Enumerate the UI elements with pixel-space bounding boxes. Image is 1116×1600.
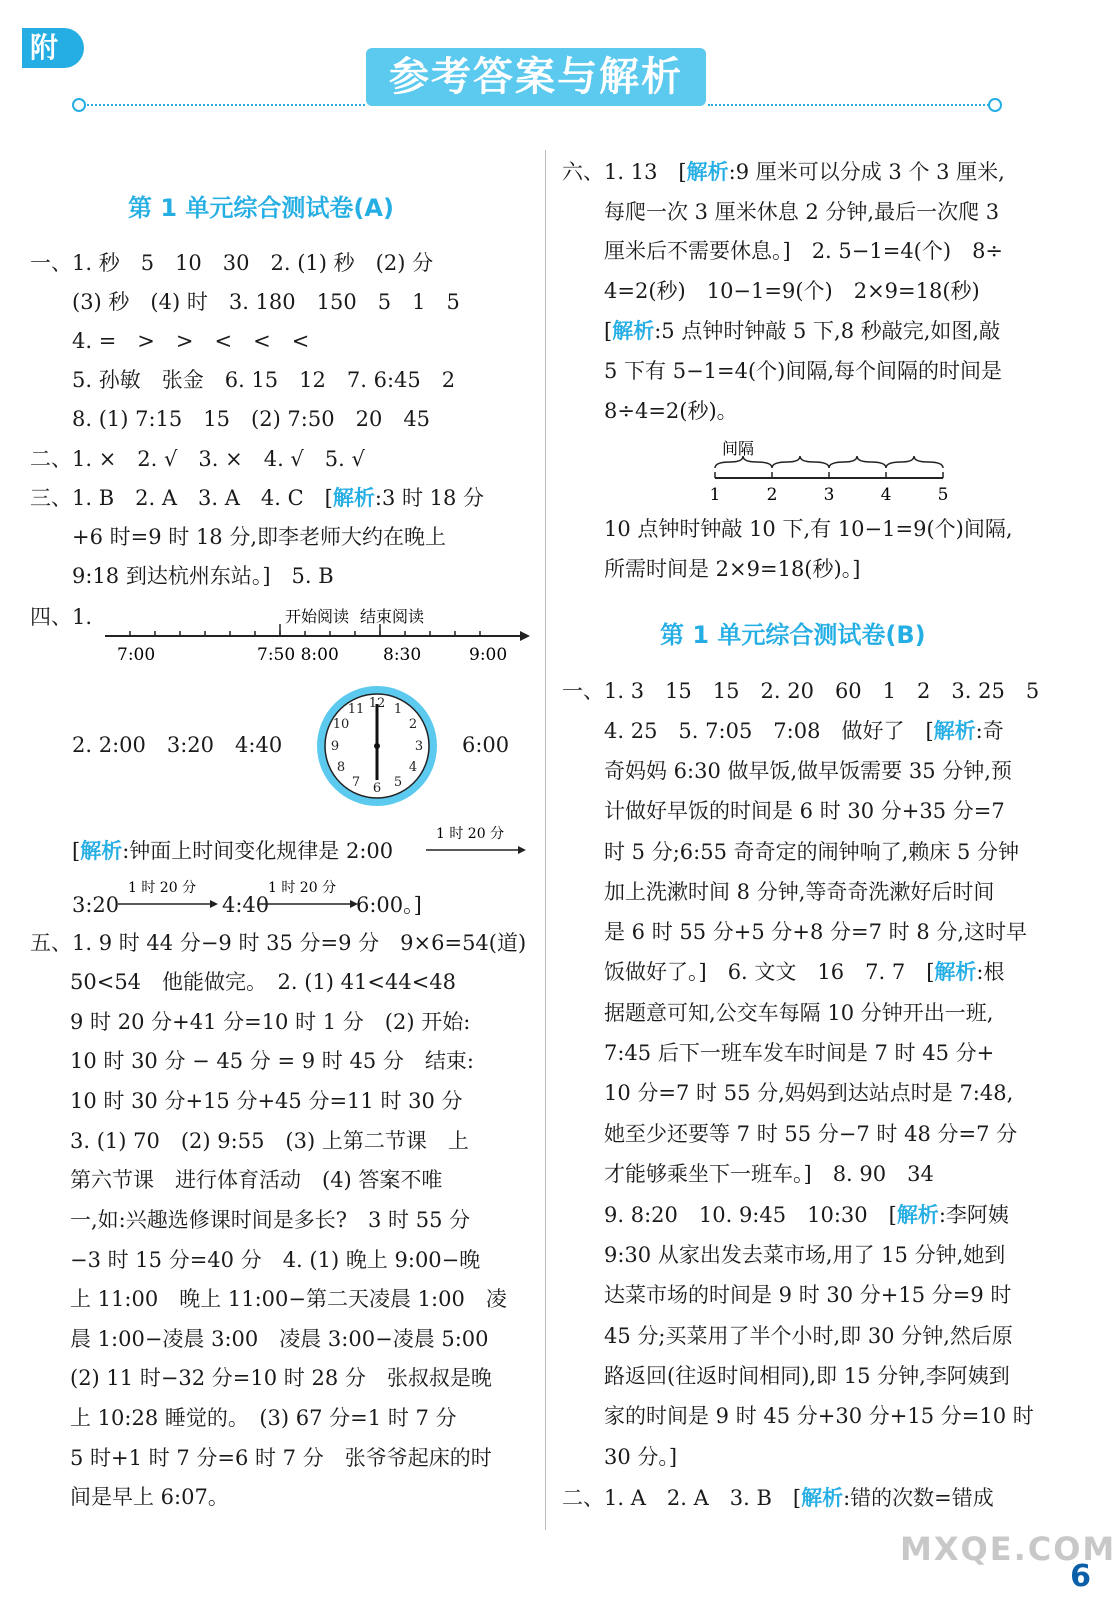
q4-2-sequence: 2. 2:00 3:20 4:40 <box>72 733 283 757</box>
analysis-value: 6:00。] <box>356 893 422 917</box>
analysis-keyword: 解析 <box>934 959 977 984</box>
analysis-keyword: 解析 <box>80 838 123 863</box>
timeline-end-label: 结束阅读 <box>360 607 425 626</box>
answer-line: 第六节课 进行体育活动 (4) 答案不唯 <box>70 1168 443 1192</box>
answer-line: 路返回(往返时间相同),即 15 分钟,李阿姨到 <box>604 1364 1010 1388</box>
analysis-keyword: 解析 <box>612 318 655 343</box>
answer-line: 5. 孙敏 张金 6. 15 12 7. 6:45 2 <box>72 368 456 392</box>
answer-line: 据题意可知,公交车每隔 10 分钟开出一班, <box>604 1001 994 1025</box>
answer-line: 9. 8:20 10. 9:45 10:30 [解析:李阿姨 <box>604 1202 1009 1227</box>
answer-line: 计做好早饭的时间是 6 时 30 分+35 分=7 <box>604 799 1005 823</box>
answer-line: 8÷4=2(秒)。 <box>604 399 738 423</box>
clock-number: 9 <box>330 739 340 754</box>
answer-line: (3) 秒 (4) 时 3. 180 150 5 1 5 <box>72 290 460 314</box>
analysis-keyword: 解析 <box>332 485 375 510</box>
answer-line: +6 时=9 时 18 分,即李老师大约在晚上 <box>72 525 447 549</box>
analysis-value: 3:20 <box>72 893 120 917</box>
page-number: 6 <box>1070 1559 1091 1594</box>
answer-line: 一,如:兴趣选修课时间是多长? 3 时 55 分 <box>70 1208 471 1232</box>
answer-line: 所需时间是 2×9=18(秒)。] <box>604 557 861 581</box>
answer-line: 家的时间是 9 时 45 分+30 分+15 分=10 时 <box>604 1404 1034 1428</box>
answer-line: 饭做好了。] 6. 文文 16 7. 7 [解析:根 <box>604 959 1005 984</box>
timeline-start-label: 开始阅读 <box>285 607 350 626</box>
q4-2-answer: 6:00 <box>462 733 510 757</box>
answer-line: 3. (1) 70 (2) 9:55 (3) 上第二节课 上 <box>70 1129 469 1153</box>
arrow-label: 1 时 20 分 <box>128 880 197 896</box>
answer-line: 一、1. 秒 5 10 30 2. (1) 秒 (2) 分 <box>30 251 434 275</box>
answer-line: 5 时+1 时 7 分=6 时 7 分 张爷爷起床的时 <box>70 1446 492 1470</box>
clock-number: 8 <box>336 760 346 775</box>
clock-number: 3 <box>414 739 424 754</box>
answer-line: 是 6 时 55 分+5 分+8 分=7 时 8 分,这时早 <box>604 920 1028 944</box>
answer-line: 7:45 后下一班车发车时间是 7 时 45 分+ <box>604 1041 995 1065</box>
answer-line: 奇妈妈 6:30 做早饭,做早饭需要 35 分钟,预 <box>604 759 1012 783</box>
answer-line: 三、1. B 2. A 3. A 4. C [解析:3 时 18 分 <box>30 485 485 510</box>
answer-line: 间是早上 6:07。 <box>70 1485 229 1509</box>
arrow-3 <box>256 876 360 916</box>
header-rule-left <box>80 104 365 106</box>
section-title-a: 第 1 单元综合测试卷(A) <box>128 194 394 222</box>
answer-line: 晨 1:00−凌晨 3:00 凌晨 3:00−凌晨 5:00 <box>70 1327 489 1351</box>
answer-line: 每爬一次 3 厘米休息 2 分钟,最后一次爬 3 <box>604 200 1000 224</box>
answer-line: −3 时 15 分=40 分 4. (1) 晚上 9:00−晚 <box>70 1248 481 1272</box>
interval-tick: 5 <box>937 485 949 505</box>
answer-line: 30 分。] <box>604 1445 678 1469</box>
answer-line: 10 时 30 分 − 45 分 = 9 时 45 分 结束: <box>70 1049 474 1073</box>
header-rule-left-end <box>72 98 86 112</box>
clock-number: 11 <box>347 702 365 717</box>
answer-line: 4. = > > < < < <box>72 329 310 353</box>
appendix-tab: 附 <box>22 28 84 68</box>
answer-line: 达菜市场的时间是 9 时 30 分+15 分=9 时 <box>604 1283 1012 1307</box>
timeline-tick-label: 7:00 <box>117 645 156 665</box>
clock-number: 1 <box>393 702 403 717</box>
answer-line: 8. (1) 7:15 15 (2) 7:50 20 45 <box>72 407 431 431</box>
clock-number: 2 <box>408 717 418 732</box>
answer-line: 加上洗漱时间 8 分钟,等奇奇洗漱好后时间 <box>604 880 995 904</box>
answer-line: 5 下有 5−1=4(个)间隔,每个间隔的时间是 <box>604 359 1003 383</box>
clock-number: 12 <box>368 696 386 711</box>
interval-diagram <box>700 436 960 506</box>
answer-line: 9:30 从家出发去菜市场,用了 15 分钟,她到 <box>604 1243 1006 1267</box>
header-rule-right-end <box>988 98 1002 112</box>
answer-line: 10 点钟时钟敲 10 下,有 10−1=9(个)间隔, <box>604 517 1013 541</box>
answer-line: 45 分;买菜用了半个小时,即 30 分钟,然后原 <box>604 1324 1013 1348</box>
arrow-label: 1 时 20 分 <box>268 880 337 896</box>
clock-number: 4 <box>408 760 418 775</box>
answer-line: 9 时 20 分+41 分=10 时 1 分 (2) 开始: <box>70 1010 471 1034</box>
page-title: 参考答案与解析 <box>366 48 706 106</box>
answer-line: 4=2(秒) 10−1=9(个) 2×9=18(秒) <box>604 279 980 303</box>
q4-label: 四、1. <box>30 605 93 629</box>
answer-line: 10 分=7 时 55 分,妈妈到达站点时是 7:48, <box>604 1081 1014 1105</box>
clock-number: 10 <box>332 717 350 732</box>
timeline-tick-label: 8:30 <box>383 645 422 665</box>
answer-line: 二、1. A 2. A 3. B [解析:错的次数=错成 <box>562 1485 994 1510</box>
answer-line: (2) 11 时−32 分=10 时 28 分 张叔叔是晚 <box>70 1366 492 1390</box>
answer-line: 厘米后不需要休息。] 2. 5−1=4(个) 8÷ <box>604 239 1004 263</box>
analysis-keyword: 解析 <box>896 1202 939 1227</box>
timeline-tick-label: 9:00 <box>469 645 508 665</box>
answer-line: 五、1. 9 时 44 分−9 时 35 分=9 分 9×6=54(道) <box>30 931 527 955</box>
watermark: MXQE.COM <box>900 1530 1116 1568</box>
answer-line: 50<54 他能做完。 2. (1) 41<44<48 <box>70 970 457 994</box>
answer-line: 二、1. × 2. √ 3. × 4. √ 5. √ <box>30 447 365 471</box>
column-divider <box>545 150 546 1530</box>
timeline-diagram <box>100 600 532 670</box>
analysis-value: 4:40 <box>222 893 270 917</box>
clock-number: 6 <box>372 781 382 796</box>
clock-face <box>313 682 441 810</box>
clock-number: 7 <box>351 775 361 790</box>
arrow-label: 1 时 20 分 <box>436 826 505 842</box>
answer-line: [解析:5 点钟时钟敲 5 下,8 秒敲完,如图,敲 <box>604 318 1001 343</box>
analysis-line: [解析:钟面上时间变化规律是 2:00 <box>72 838 394 863</box>
interval-tick: 4 <box>880 485 892 505</box>
section-title-b: 第 1 单元综合测试卷(B) <box>660 621 926 649</box>
answer-line: 10 时 30 分+15 分+45 分=11 时 30 分 <box>70 1089 463 1113</box>
timeline-tick-label: 7:50 8:00 <box>257 645 339 665</box>
answer-line: 4. 25 5. 7:05 7:08 做好了 [解析:奇 <box>604 718 1004 743</box>
arrow-2 <box>116 876 220 916</box>
interval-tick: 1 <box>709 485 721 505</box>
answer-line: 上 10:28 睡觉的。 (3) 67 分=1 时 7 分 <box>70 1406 457 1430</box>
arrow-1 <box>424 822 528 862</box>
interval-label: 间隔 <box>722 439 755 458</box>
analysis-keyword: 解析 <box>801 1485 844 1510</box>
interval-tick: 3 <box>823 485 835 505</box>
analysis-keyword: 解析 <box>933 718 976 743</box>
answer-line: 9:18 到达杭州东站。] 5. B <box>72 564 334 588</box>
answer-line: 她至少还要等 7 时 55 分−7 时 48 分=7 分 <box>604 1122 1018 1146</box>
answer-line: 时 5 分;6:55 奇奇定的闹钟响了,赖床 5 分钟 <box>604 840 1020 864</box>
interval-tick: 2 <box>766 485 778 505</box>
answer-line: 才能够乘坐下一班车。] 8. 90 34 <box>604 1162 934 1186</box>
analysis-keyword: 解析 <box>686 159 729 184</box>
answer-line: 上 11:00 晚上 11:00−第二天凌晨 1:00 凌 <box>70 1287 507 1311</box>
answer-line: 六、1. 13 [解析:9 厘米可以分成 3 个 3 厘米, <box>562 159 1005 184</box>
clock-number: 5 <box>393 775 403 790</box>
answer-line: 一、1. 3 15 15 2. 20 60 1 2 3. 25 5 <box>562 679 1040 703</box>
header-rule-right <box>708 104 993 106</box>
